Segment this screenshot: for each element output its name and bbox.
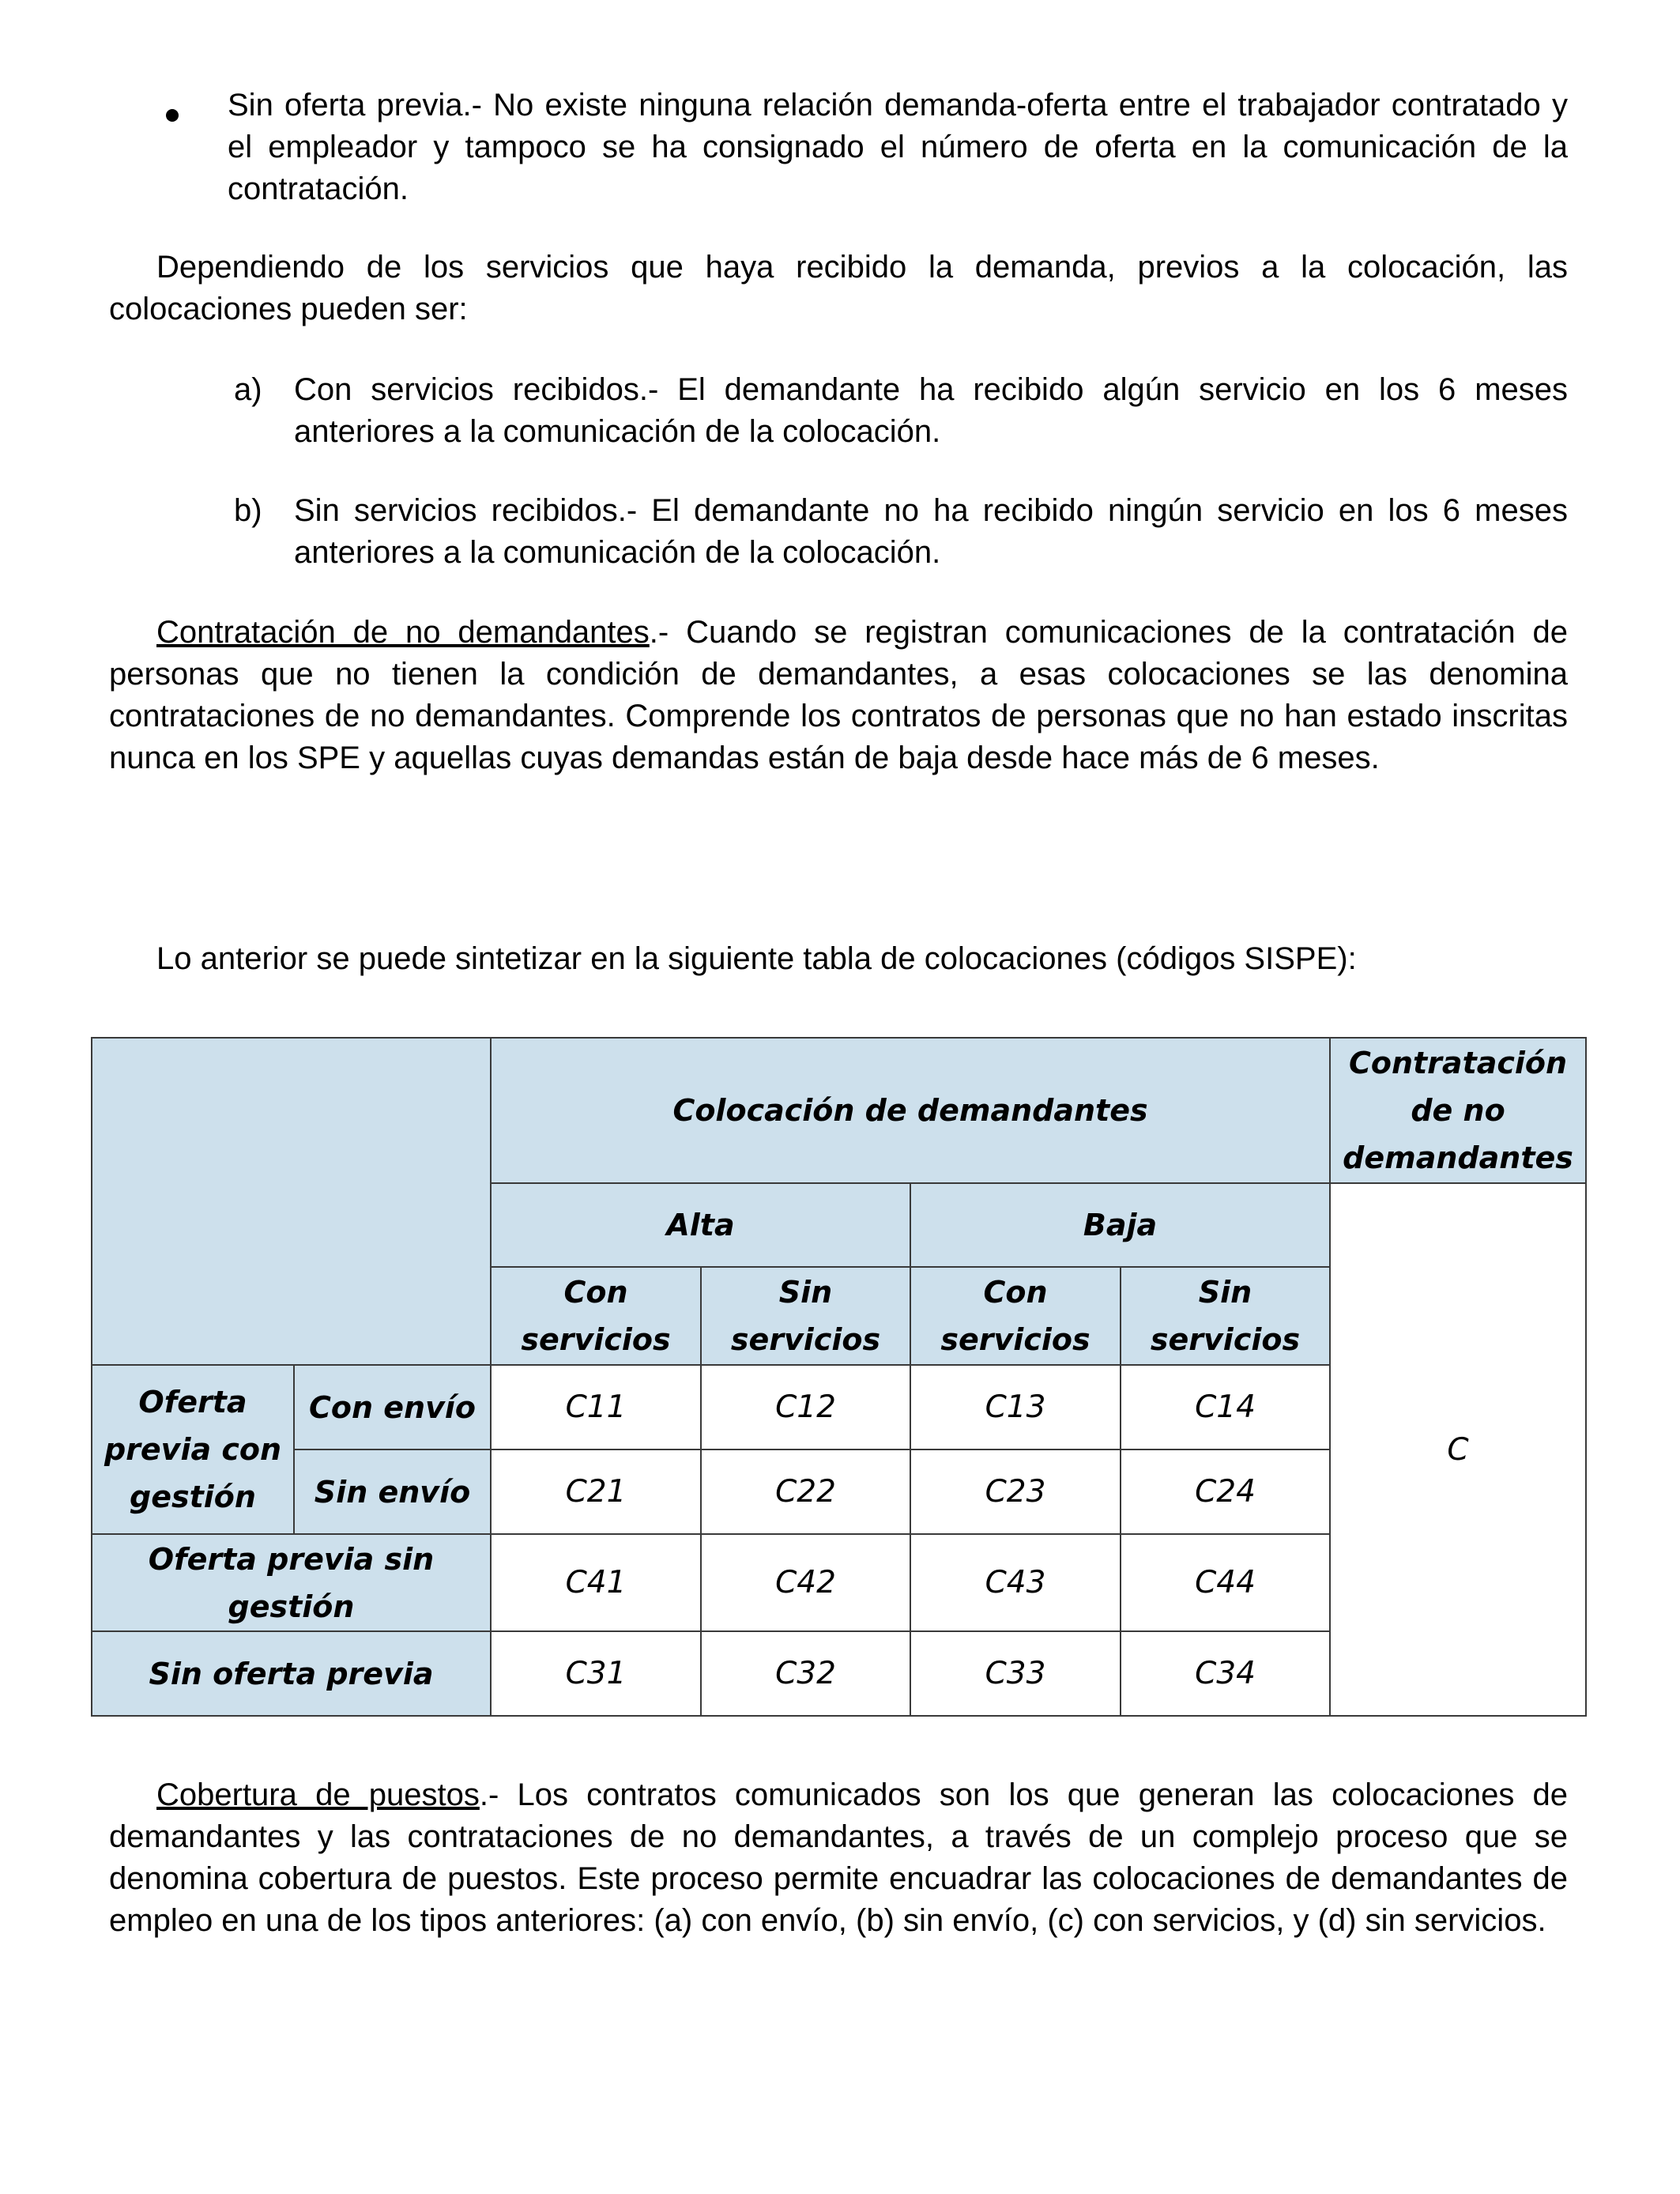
cobertura-paragraph: [109, 1774, 1568, 1942]
table-cell: C23: [910, 1449, 1121, 1534]
table-corner-cell: [92, 1038, 491, 1365]
table-cell: C34: [1121, 1631, 1330, 1716]
header-colocacion-demandantes: Colocación de demandantes: [491, 1038, 1330, 1183]
table-cell: C11: [491, 1365, 701, 1449]
cobertura-term: Cobertura de puestos: [156, 1777, 480, 1812]
header-baja-con-servicios: Con servicios: [910, 1267, 1121, 1365]
header-baja-sin-servicios: Sin servicios: [1121, 1267, 1330, 1365]
row-header-oferta-previa-con-gestion: Oferta previa con gestión: [92, 1365, 294, 1534]
row-header-sin-envio: Sin envío: [294, 1449, 491, 1534]
table-intro-paragraph: Lo anterior se puede sintetizar en la siguiente tabla de colocaciones (códigos SISPE):: [156, 941, 1357, 976]
header-alta-con-servicios: Con servicios: [491, 1267, 701, 1365]
list-letter-b: b): [234, 493, 262, 528]
table-cell: C43: [910, 1534, 1121, 1631]
header-contratacion-no-demandantes: Contratación de no demandantes: [1330, 1038, 1586, 1183]
header-alta-sin-servicios: Sin servicios: [701, 1267, 910, 1365]
table-cell: C21: [491, 1449, 701, 1534]
colocaciones-table: [91, 1037, 1587, 1717]
row-header-con-envio: Con envío: [294, 1365, 491, 1449]
header-baja: Baja: [910, 1183, 1330, 1267]
table-cell: C14: [1121, 1365, 1330, 1449]
no-demandantes-code-cell: C: [1330, 1183, 1586, 1716]
table-cell: C32: [701, 1631, 910, 1716]
no-demandantes-paragraph: [109, 612, 1568, 779]
list-item-a: Con servicios recibidos.- El demandante ha recibido algún servicio en los 6 meses anteriores a la comunicación de la colocación.: [294, 372, 1568, 449]
table-cell: C44: [1121, 1534, 1330, 1631]
table-cell: C12: [701, 1365, 910, 1449]
cobertura-text: .- Los contratos comunicados son los que generan las colocaciones de demandantes y las contrataciones de no demandantes, a través de un complejo proceso que se denomina cobertura de puestos. Este proceso permite encuadrar las colocaciones de demandantes de empleo en una de los tipos anteriores: (a) con envío, (b) sin envío, (c) con servicios, y (d) sin servicios.: [109, 1777, 1569, 1938]
list-letter-a: a): [234, 372, 262, 407]
table-cell: C13: [910, 1365, 1121, 1449]
table-cell: C31: [491, 1631, 701, 1716]
table-cell: C22: [701, 1449, 910, 1534]
table-cell: C33: [910, 1631, 1121, 1716]
bullet-icon: [166, 109, 179, 122]
bullet-paragraph: [228, 85, 1568, 210]
row-header-sin-oferta-previa: Sin oferta previa: [92, 1631, 491, 1716]
header-alta: Alta: [491, 1183, 910, 1267]
bullet-text: No existe ninguna relación demanda-oferta entre el trabajador contratado y el empleador y tampoco se ha consignado el número de oferta en la comunicación de la contratación.: [228, 88, 1569, 206]
no-demandantes-term: Contratación de no demandantes: [156, 615, 650, 650]
intro-services-paragraph: Dependiendo de los servicios que haya recibido la demanda, previos a la colocación, las colocaciones pueden ser:: [109, 250, 1568, 326]
no-demandantes-text: .- Cuando se registran comunicaciones de la contratación de personas que no tienen la condición de demandantes, a esas colocaciones se las denomina contrataciones de no demandantes. Comprende los contratos de personas que no han estado inscritas nunca en los SPE y aquellas cuyas demandas están de baja desde hace más de 6 meses.: [109, 615, 1569, 775]
row-header-oferta-previa-sin-gestion: Oferta previa sin gestión: [92, 1534, 491, 1631]
table-cell: C42: [701, 1534, 910, 1631]
list-item-b: Sin servicios recibidos.- El demandante no ha recibido ningún servicio en los 6 meses anteriores a la comunicación de la colocación.: [294, 493, 1568, 570]
table-cell: C41: [491, 1534, 701, 1631]
table-cell: C24: [1121, 1449, 1330, 1534]
bullet-title: Sin oferta previa.-: [228, 88, 482, 123]
